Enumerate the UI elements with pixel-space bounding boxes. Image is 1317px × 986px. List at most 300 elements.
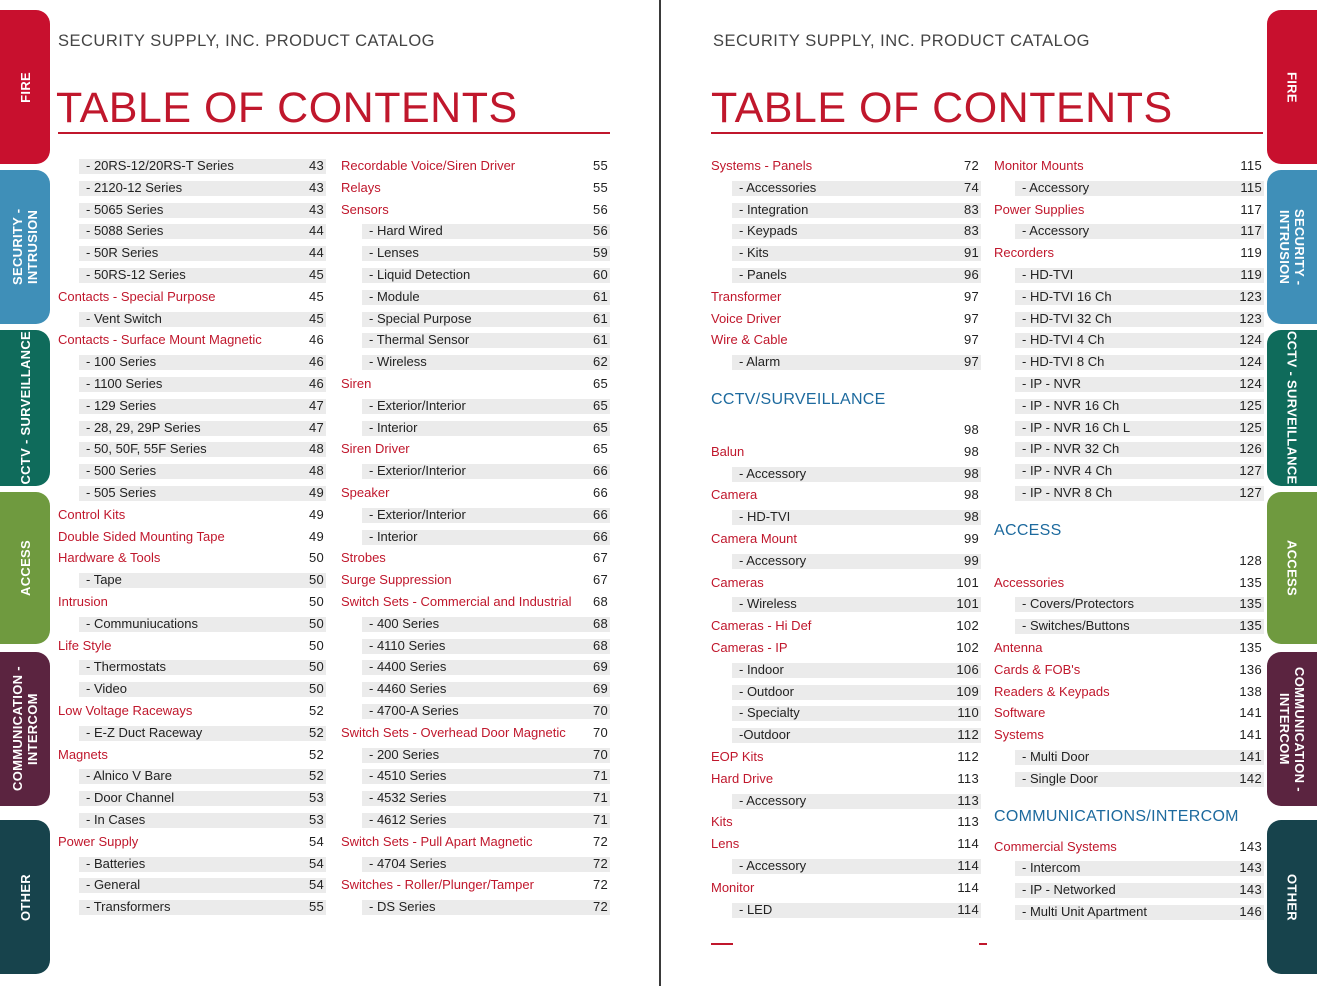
toc-entry-label: Relays <box>341 179 381 195</box>
toc-entry[interactable] <box>711 242 981 264</box>
toc-entry[interactable] <box>994 550 1264 572</box>
toc-entry[interactable] <box>341 700 610 722</box>
toc-column-2 <box>341 155 610 918</box>
toc-entry-label: - HD-TVI 16 Ch <box>1022 288 1112 304</box>
toc-entry-label: - 4460 Series <box>369 681 447 697</box>
toc-page-number: 68 <box>592 615 608 631</box>
toc-entry-label: - Alarm <box>739 354 781 370</box>
toc-entry[interactable] <box>711 199 981 221</box>
toc-entry[interactable] <box>58 155 326 177</box>
toc-entry[interactable] <box>58 308 326 330</box>
toc-page-number: 138 <box>1239 683 1262 699</box>
toc-entry[interactable] <box>711 155 981 177</box>
toc-page-number: 113 <box>957 770 979 786</box>
toc-page-number: 50 <box>308 593 324 609</box>
section-tab-fire[interactable] <box>1267 10 1317 164</box>
toc-page-number: 68 <box>592 593 608 609</box>
toc-entry-label: - Exterior/Interior <box>369 463 466 479</box>
toc-entry-label: - Tape <box>86 572 122 588</box>
toc-entry[interactable] <box>58 591 326 613</box>
toc-entry[interactable] <box>994 681 1264 703</box>
toc-entry[interactable] <box>994 373 1264 395</box>
toc-entry[interactable] <box>994 220 1264 242</box>
toc-entry-label: Magnets <box>58 746 108 762</box>
toc-entry[interactable] <box>341 613 610 635</box>
toc-entry[interactable] <box>58 504 326 526</box>
toc-entry-label: - Exterior/Interior <box>369 506 466 522</box>
toc-entry[interactable] <box>341 504 610 526</box>
toc-page-number: 119 <box>1240 245 1262 261</box>
toc-entry[interactable] <box>711 550 981 572</box>
toc-entry[interactable] <box>58 765 326 787</box>
toc-page-number: 59 <box>592 245 608 261</box>
toc-page-number: 141 <box>1239 748 1262 764</box>
toc-page-number: 43 <box>308 158 324 173</box>
toc-entry-label: - Batteries <box>86 855 146 871</box>
section-tab-cctv-surveillance[interactable] <box>0 330 50 486</box>
toc-entry-label: - Communiucations <box>86 615 198 631</box>
toc-entry[interactable] <box>994 901 1264 923</box>
right-page <box>661 0 1317 986</box>
toc-entry-label: Accessories <box>994 574 1065 590</box>
toc-entry[interactable] <box>58 787 326 809</box>
page-title: TABLE OF CONTENTS <box>56 84 518 132</box>
toc-page-number: 70 <box>592 702 608 718</box>
toc-entry[interactable] <box>711 329 981 351</box>
toc-entry-label: - Exterior/Interior <box>369 397 466 413</box>
toc-page-number: 50 <box>308 572 324 588</box>
toc-entry[interactable] <box>58 220 326 242</box>
toc-entry[interactable] <box>58 438 326 460</box>
toc-entry[interactable] <box>58 373 326 395</box>
toc-entry[interactable] <box>711 768 981 790</box>
toc-page-number: 135 <box>1239 618 1262 634</box>
toc-entry[interactable] <box>58 635 326 657</box>
toc-entry[interactable] <box>341 722 610 744</box>
toc-entry[interactable] <box>341 765 610 787</box>
section-tab-label: CCTV - SURVEILLANCE <box>17 331 33 485</box>
toc-entry[interactable] <box>58 896 326 918</box>
toc-entry[interactable] <box>711 637 981 659</box>
toc-entry[interactable] <box>341 220 610 242</box>
toc-entry-label: Contacts - Surface Mount Magnetic <box>58 332 262 348</box>
toc-entry[interactable] <box>994 857 1264 879</box>
toc-entry[interactable] <box>341 678 610 700</box>
toc-entry-label: Transformer <box>711 288 782 304</box>
toc-entry-label: Recordable Voice/Siren Driver <box>341 158 516 173</box>
toc-entry-label: -Outdoor <box>739 727 791 743</box>
section-tab-label: OTHER <box>1284 873 1300 921</box>
toc-entry[interactable] <box>58 700 326 722</box>
toc-page-number: 123 <box>1239 288 1262 304</box>
toc-page-number: 109 <box>956 683 979 699</box>
toc-page-number: 97 <box>963 310 979 326</box>
toc-entry-label: - Transformers <box>86 899 171 915</box>
toc-entry-label: - Multi Door <box>1022 748 1090 764</box>
toc-entry[interactable] <box>994 768 1264 790</box>
toc-page-number: 46 <box>308 332 324 348</box>
toc-page-number: 113 <box>957 792 979 808</box>
toc-entry[interactable] <box>341 395 610 417</box>
toc-entry[interactable] <box>341 482 610 504</box>
toc-page-number: 117 <box>1240 201 1262 217</box>
section-tab-cctv-surveillance[interactable] <box>1267 330 1317 486</box>
toc-entry[interactable] <box>58 482 326 504</box>
toc-entry-label: - HD-TVI <box>739 509 791 525</box>
toc-entry[interactable] <box>341 591 610 613</box>
toc-entry[interactable] <box>994 438 1264 460</box>
toc-entry-label: - Liquid Detection <box>369 266 471 282</box>
toc-page-number: 141 <box>1239 705 1262 721</box>
toc-entry[interactable] <box>341 264 610 286</box>
toc-entry-label: - IP - NVR 4 Ch <box>1022 463 1113 479</box>
toc-entry[interactable] <box>58 264 326 286</box>
toc-page-number: 101 <box>956 596 979 612</box>
toc-entry[interactable] <box>994 879 1264 901</box>
toc-entry-label: Cameras - Hi Def <box>711 618 812 634</box>
toc-entry[interactable] <box>711 593 981 615</box>
section-tab-communication-intercom[interactable] <box>1267 652 1317 806</box>
toc-entry-label: Commercial Systems <box>994 838 1117 854</box>
section-tab-other[interactable] <box>1267 820 1317 974</box>
toc-entry[interactable] <box>711 724 981 746</box>
toc-entry[interactable] <box>994 746 1264 768</box>
toc-entry-label: Cards & FOB's <box>994 661 1081 677</box>
toc-page-number: 142 <box>1239 770 1262 786</box>
toc-entry[interactable] <box>341 177 610 199</box>
toc-entry[interactable] <box>711 177 981 199</box>
toc-section-header <box>994 504 1264 550</box>
toc-entry[interactable] <box>711 351 981 373</box>
toc-entry-label: - Single Door <box>1022 770 1098 786</box>
toc-entry-label: COMMUNICATIONS/INTERCOM <box>994 807 1239 825</box>
toc-entry[interactable] <box>341 874 610 896</box>
toc-entry[interactable] <box>711 877 981 899</box>
toc-entry[interactable] <box>994 724 1264 746</box>
toc-entry[interactable] <box>58 744 326 766</box>
toc-entry[interactable] <box>341 460 610 482</box>
toc-entry[interactable] <box>994 308 1264 330</box>
toc-entry-label: - IP - Networked <box>1022 882 1116 898</box>
toc-entry[interactable] <box>58 831 326 853</box>
toc-entry[interactable] <box>341 242 610 264</box>
toc-entry-label: EOP Kits <box>711 748 764 764</box>
entry-band <box>732 246 981 261</box>
toc-page-number: 69 <box>592 659 608 675</box>
toc-entry-label: CCTV/SURVEILLANCE <box>711 390 886 408</box>
toc-entry[interactable] <box>994 615 1264 637</box>
toc-page-number: 102 <box>956 618 979 634</box>
section-tab-access[interactable] <box>1267 492 1317 644</box>
toc-entry-label: Switch Sets - Overhead Door Magnetic <box>341 724 566 740</box>
toc-entry[interactable] <box>994 286 1264 308</box>
toc-entry[interactable] <box>58 526 326 548</box>
toc-entry[interactable] <box>994 155 1264 177</box>
toc-page-number: 66 <box>592 506 608 522</box>
toc-page-number: 61 <box>592 310 608 326</box>
toc-entry-label: - HD-TVI 4 Ch <box>1022 332 1105 348</box>
toc-page-number: 67 <box>592 572 608 588</box>
toc-entry-label: Cameras <box>711 574 764 590</box>
toc-page-number: 71 <box>592 790 608 806</box>
toc-entry-label: Kits <box>711 814 733 830</box>
toc-entry[interactable] <box>341 896 610 918</box>
toc-entry-label: Life Style <box>58 637 112 653</box>
toc-entry-label: - Accessory <box>1022 179 1090 195</box>
title-rule <box>711 132 1263 134</box>
toc-entry[interactable] <box>341 831 610 853</box>
toc-entry-label: - 4612 Series <box>369 811 447 827</box>
toc-page-number: 141 <box>1239 727 1262 743</box>
section-tab-label: CCTV - SURVEILLANCE <box>1284 331 1300 485</box>
toc-entry-label: Cameras - IP <box>711 639 788 655</box>
toc-page-number: 114 <box>957 901 979 917</box>
toc-page-number: 45 <box>308 266 324 282</box>
toc-page-number: 55 <box>592 158 608 173</box>
toc-entry[interactable] <box>994 395 1264 417</box>
toc-page-number: 46 <box>308 354 324 370</box>
toc-entry[interactable] <box>711 264 981 286</box>
toc-entry[interactable] <box>58 329 326 351</box>
toc-page-number: 115 <box>1240 179 1262 195</box>
toc-entry[interactable] <box>711 702 981 724</box>
toc-entry[interactable] <box>994 482 1264 504</box>
toc-entry[interactable] <box>711 681 981 703</box>
toc-entry-label: Contacts - Special Purpose <box>58 288 216 304</box>
toc-entry-label: - Special Purpose <box>369 310 472 326</box>
toc-page-number: 125 <box>1239 397 1262 413</box>
toc-page-number: 54 <box>308 833 324 849</box>
toc-entry[interactable] <box>58 853 326 875</box>
toc-entry[interactable] <box>994 264 1264 286</box>
toc-entry[interactable] <box>58 460 326 482</box>
toc-page-number: 49 <box>308 484 324 500</box>
toc-entry-label: - Accessories <box>739 179 817 195</box>
toc-entry[interactable] <box>58 569 326 591</box>
toc-page-number: 48 <box>308 441 324 457</box>
toc-entry[interactable] <box>58 351 326 373</box>
toc-entry[interactable] <box>341 635 610 657</box>
toc-entry[interactable] <box>58 395 326 417</box>
toc-entry[interactable] <box>994 417 1264 439</box>
toc-entry[interactable] <box>711 506 981 528</box>
toc-entry-label: Power Supplies <box>994 201 1085 217</box>
toc-entry-label: - LED <box>739 901 773 917</box>
toc-page-number: 54 <box>308 855 324 871</box>
toc-entry[interactable] <box>711 833 981 855</box>
toc-entry[interactable] <box>711 746 981 768</box>
toc-entry[interactable] <box>58 874 326 896</box>
toc-entry[interactable] <box>341 417 610 439</box>
toc-page-number: 50 <box>308 659 324 675</box>
section-tab-label: SECURITY - INTRUSION <box>1277 208 1307 286</box>
toc-entry[interactable] <box>58 656 326 678</box>
toc-entry-label: - 500 Series <box>86 463 157 479</box>
toc-entry[interactable] <box>341 286 610 308</box>
toc-entry[interactable] <box>341 155 610 177</box>
toc-entry[interactable] <box>58 417 326 439</box>
toc-entry[interactable] <box>711 308 981 330</box>
toc-page-number: 143 <box>1239 882 1262 898</box>
toc-entry[interactable] <box>341 787 610 809</box>
toc-page-number: 49 <box>308 506 324 522</box>
toc-entry[interactable] <box>711 811 981 833</box>
toc-entry[interactable] <box>711 855 981 877</box>
toc-entry[interactable] <box>341 373 610 395</box>
toc-entry[interactable] <box>711 484 981 506</box>
toc-entry-label: - 4700-A Series <box>369 702 459 718</box>
section-tab-access[interactable] <box>0 492 50 644</box>
toc-page-number: 61 <box>592 332 608 348</box>
toc-page-number: 98 <box>963 465 979 481</box>
toc-entry[interactable] <box>711 790 981 812</box>
toc-entry-label: - 50, 50F, 55F Series <box>86 441 207 457</box>
toc-entry[interactable] <box>994 351 1264 373</box>
toc-entry-label: - Vent Switch <box>86 310 162 326</box>
toc-entry[interactable] <box>341 809 610 831</box>
section-tab-label: ACCESS <box>1284 540 1300 596</box>
toc-entry-label: - Door Channel <box>86 790 175 806</box>
toc-entry[interactable] <box>994 460 1264 482</box>
toc-page-number: 68 <box>592 637 608 653</box>
toc-entry-label: - Specialty <box>739 705 800 721</box>
toc-entry[interactable] <box>58 547 326 569</box>
toc-entry-label: Readers & Keypads <box>994 683 1110 699</box>
toc-page-number: 101 <box>956 574 979 590</box>
toc-page-number: 98 <box>963 421 979 437</box>
toc-entry[interactable] <box>994 659 1264 681</box>
toc-entry[interactable] <box>58 613 326 635</box>
toc-entry[interactable] <box>711 528 981 550</box>
section-tab-security-intrusion[interactable] <box>1267 170 1317 324</box>
toc-entry[interactable] <box>341 526 610 548</box>
toc-entry-label: - 50R Series <box>86 245 159 261</box>
toc-page-number: 114 <box>957 836 979 852</box>
toc-entry[interactable] <box>994 242 1264 264</box>
toc-page-number: 65 <box>592 375 608 391</box>
toc-entry[interactable] <box>341 744 610 766</box>
toc-entry[interactable] <box>711 899 981 921</box>
section-tab-label: FIRE <box>1284 71 1300 103</box>
toc-entry[interactable] <box>994 572 1264 594</box>
toc-page-number: 66 <box>592 484 608 500</box>
toc-entry[interactable] <box>711 572 981 594</box>
toc-page-number: 98 <box>963 487 979 503</box>
toc-entry-label: Control Kits <box>58 506 126 522</box>
toc-entry[interactable] <box>994 637 1264 659</box>
toc-entry[interactable] <box>994 199 1264 221</box>
toc-entry[interactable] <box>58 242 326 264</box>
toc-page-number: 71 <box>592 811 608 827</box>
toc-entry-label: - 505 Series <box>86 484 157 500</box>
toc-entry[interactable] <box>58 286 326 308</box>
toc-entry[interactable] <box>711 220 981 242</box>
toc-entry-label: - Accessory <box>739 857 807 873</box>
toc-entry[interactable] <box>58 722 326 744</box>
toc-page-number: 99 <box>963 530 979 546</box>
toc-entry[interactable] <box>58 809 326 831</box>
toc-entry[interactable] <box>711 441 981 463</box>
toc-entry[interactable] <box>58 678 326 700</box>
toc-page-number: 115 <box>1240 158 1262 173</box>
toc-entry[interactable] <box>341 351 610 373</box>
section-tab-communication-intercom[interactable] <box>0 652 50 806</box>
title-rule <box>58 132 610 134</box>
toc-page-number: 45 <box>308 288 324 304</box>
toc-page-number: 52 <box>308 768 324 784</box>
toc-entry[interactable] <box>341 438 610 460</box>
toc-entry[interactable] <box>994 593 1264 615</box>
toc-entry-label: Intrusion <box>58 593 108 609</box>
toc-entry-label: - IP - NVR 16 Ch <box>1022 397 1120 413</box>
toc-entry[interactable] <box>341 547 610 569</box>
toc-entry[interactable] <box>58 177 326 199</box>
toc-entry-label: Hardware & Tools <box>58 550 161 566</box>
toc-entry-label: - 4110 Series <box>369 637 446 653</box>
toc-entry-label: - In Cases <box>86 811 146 827</box>
toc-entry[interactable] <box>711 463 981 485</box>
toc-page-number: 98 <box>963 509 979 525</box>
toc-entry[interactable] <box>994 329 1264 351</box>
section-tab-label: COMMUNICATION - INTERCOM <box>1277 666 1307 792</box>
toc-section-header <box>994 790 1264 836</box>
toc-page-number: 128 <box>1239 552 1262 568</box>
toc-page-number: 112 <box>957 748 979 764</box>
toc-entry[interactable] <box>341 656 610 678</box>
toc-entry[interactable] <box>58 199 326 221</box>
section-tab-other[interactable] <box>0 820 50 974</box>
toc-page-number: 67 <box>592 550 608 566</box>
toc-page-number: 44 <box>308 245 324 261</box>
toc-entry-label: Systems <box>994 727 1044 743</box>
toc-page-number: 136 <box>1239 661 1262 677</box>
toc-entry[interactable] <box>341 569 610 591</box>
toc-entry[interactable] <box>341 329 610 351</box>
toc-page-number: 99 <box>963 552 979 568</box>
toc-page-number: 50 <box>308 550 324 566</box>
toc-entry-label: - Interior <box>369 419 418 435</box>
toc-page-number: 62 <box>592 354 608 370</box>
toc-entry[interactable] <box>341 199 610 221</box>
toc-entry[interactable] <box>341 853 610 875</box>
toc-entry[interactable] <box>711 615 981 637</box>
toc-entry-label: - Multi Unit Apartment <box>1022 903 1147 919</box>
toc-page-number: 135 <box>1239 596 1262 612</box>
toc-entry[interactable] <box>994 702 1264 724</box>
toc-page-number: 83 <box>963 223 979 239</box>
toc-entry-label: - IP - NVR 32 Ch <box>1022 441 1120 457</box>
toc-entry[interactable] <box>341 308 610 330</box>
toc-entry-label: - 28, 29, 29P Series <box>86 419 201 435</box>
toc-entry[interactable] <box>711 659 981 681</box>
toc-entry-label: - 129 Series <box>86 397 157 413</box>
section-tab-security-intrusion[interactable] <box>0 170 50 324</box>
toc-entry[interactable] <box>711 286 981 308</box>
toc-entry[interactable] <box>994 177 1264 199</box>
toc-entry-label: - 5088 Series <box>86 223 164 239</box>
toc-page-number: 55 <box>308 899 324 915</box>
toc-page-number: 72 <box>592 833 608 849</box>
toc-entry-label: - 200 Series <box>369 746 440 762</box>
toc-entry[interactable] <box>994 836 1264 858</box>
toc-entry[interactable] <box>711 419 981 441</box>
section-tab-label: SECURITY - INTRUSION <box>10 208 40 286</box>
toc-entry-label: - IP - NVR <box>1022 375 1081 391</box>
toc-entry-label: Double Sided Mounting Tape <box>58 528 225 544</box>
section-tab-fire[interactable] <box>0 10 50 164</box>
toc-page-number: 124 <box>1239 375 1262 391</box>
toc-entry-label: Sensors <box>341 201 389 217</box>
